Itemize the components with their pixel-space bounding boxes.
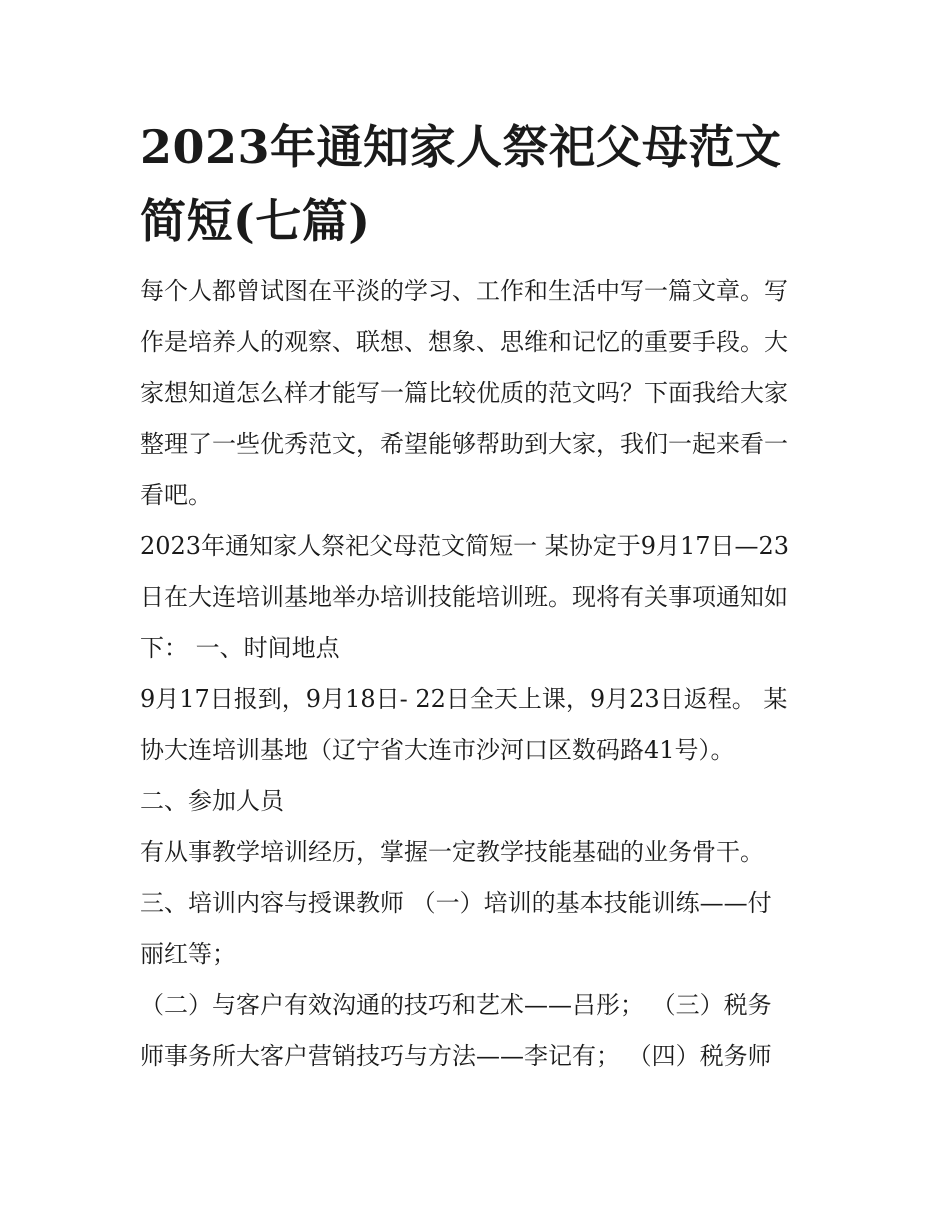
body-line-13: 三、培训内容与授课教师 （一）培训的基本技能训练——付 bbox=[140, 889, 772, 917]
body-line-7: 日在大连培训基地举办培训技能培训班。现将有关事项通知如 bbox=[140, 583, 788, 611]
document-page bbox=[140, 110, 812, 1082]
body-line-14: 丽红等； bbox=[140, 940, 236, 968]
body-line-1: 每个人都曾试图在平淡的学习、工作和生活中写一篇文章。写 bbox=[140, 277, 788, 305]
body-line-8: 下： 一、时间地点 bbox=[140, 634, 340, 662]
body-line-5: 看吧。 bbox=[140, 481, 212, 509]
body-line-16: 师事务所大客户营销技巧与方法——李记有； （四）税务师 bbox=[140, 1042, 772, 1070]
title-line-2: 简短(七篇) bbox=[140, 194, 371, 248]
body-line-9: 9月17日报到，9月18日- 22日全天上课，9月23日返程。 某 bbox=[140, 685, 788, 713]
title-line-1: 2023年通知家人祭祀父母范文 bbox=[140, 120, 782, 174]
body-line-15: （二）与客户有效沟通的技巧和艺术——吕彤； （三）税务 bbox=[140, 991, 772, 1019]
document-body bbox=[140, 266, 812, 1082]
body-line-6: 2023年通知家人祭祀父母范文简短一 某协定于9月17日—23 bbox=[140, 532, 790, 560]
body-line-11: 二、参加人员 bbox=[140, 787, 284, 815]
document-title bbox=[140, 110, 812, 258]
body-line-2: 作是培养人的观察、联想、想象、思维和记忆的重要手段。大 bbox=[140, 328, 788, 356]
body-line-4: 整理了一些优秀范文，希望能够帮助到大家，我们一起来看一 bbox=[140, 430, 788, 458]
body-line-12: 有从事教学培训经历，掌握一定教学技能基础的业务骨干。 bbox=[140, 838, 764, 866]
body-line-10: 协大连培训基地（辽宁省大连市沙河口区数码路41号）。 bbox=[140, 736, 735, 764]
body-line-3: 家想知道怎么样才能写一篇比较优质的范文吗？下面我给大家 bbox=[140, 379, 788, 407]
